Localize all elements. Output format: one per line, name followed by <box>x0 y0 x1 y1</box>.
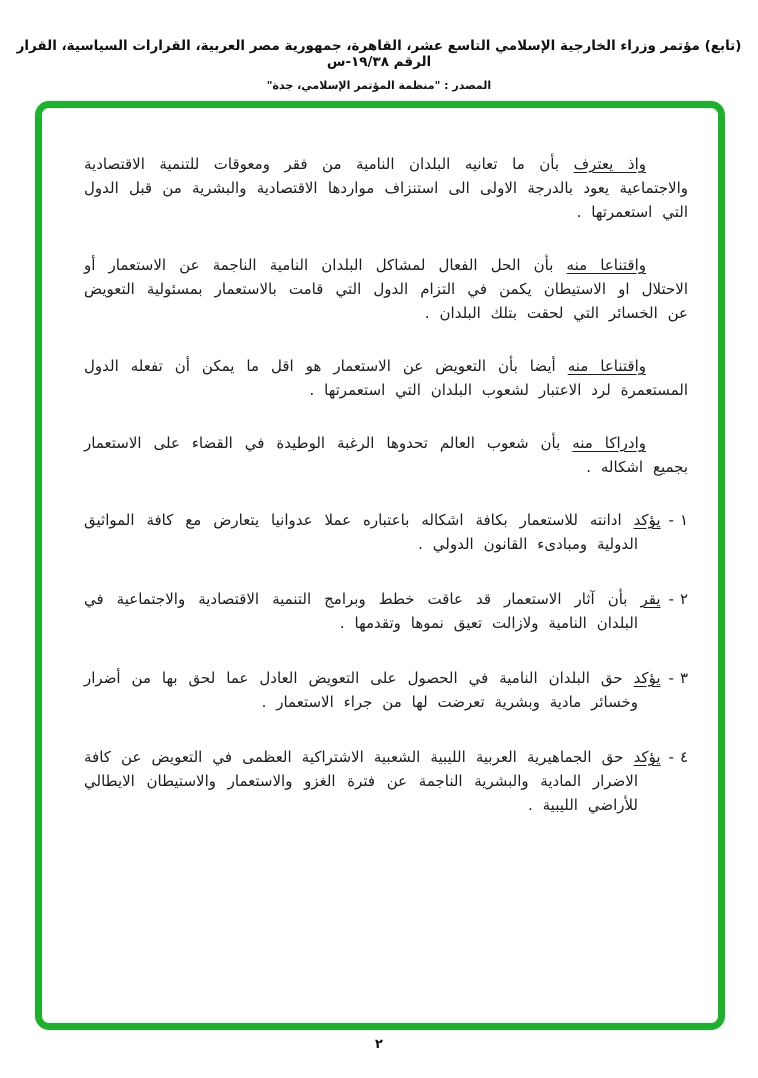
clause-number: ٣ <box>679 669 688 687</box>
preamble-paragraph <box>84 152 688 224</box>
numbered-clause-3 <box>84 666 688 714</box>
preamble-paragraph <box>84 354 688 402</box>
clause-lead-word: يؤكد <box>633 511 661 529</box>
paragraph-lead-word: واقتناعا منه <box>567 357 647 375</box>
clause-text: بأن آثار الاستعمار قد عاقت خطط وبرامج التنمية الاقتصادية والاجتماعية في البلدان النامية ولازالت تعيق نموها وتقدمها . <box>84 590 641 632</box>
document-source: المصدر : "منظمة المؤتمر الإسلامي، جدة" <box>266 79 492 92</box>
clause-number: ١ <box>679 511 688 529</box>
paragraph-lead-word: وادراكا منه <box>572 434 647 452</box>
clause-text: حق الجماهيرية العربية الليبية الشعبية الاشتراكية العظمى في التعويض عن كافة الاضرار المادية والبشرية الناجمة عن فترة الغزو والاستعمار والاستيطان الايطالي للأراضي الليبية . <box>84 748 638 814</box>
clause-lead-word: يؤكد <box>633 669 661 687</box>
paragraph-text: بأن الحل الفعال لمشاكل البلدان النامية الناجمة عن الاستعمار أو الاحتلال او الاستيطان يكمن في التزام الدول التي قامت بالاستعمار بمسئولية التعويض عن الخسائر التي لحقت بتلك البلدان . <box>84 256 688 322</box>
page-header <box>0 38 758 92</box>
clause-text: حق البلدان النامية في الحصول على التعويض العادل عما لحق بها من أضرار وخسائر مادية وبشرية تعرضت لها من جراء الاستعمار . <box>84 669 638 711</box>
preamble-paragraph <box>84 253 688 325</box>
paragraph-text: بأن ما تعانيه البلدان النامية من فقر ومعوقات للتنمية الاقتصادية والاجتماعية يعود بالدرجة الاولى الى استنزاف مواردها الاقتصادية والبشرية من قبل الدول التي استعمرتها . <box>84 155 688 221</box>
paragraph-text: أيضا بأن التعويض عن الاستعمار هو اقل ما يمكن أن تفعله الدول المستعمرة لرد الاعتبار لشعوب البلدان التي استعمرتها . <box>84 357 688 399</box>
page-number: ٢ <box>375 1037 383 1052</box>
clause-lead-word: يؤكد <box>633 748 661 766</box>
paragraph-lead-word: واقتناعا منه <box>566 256 646 274</box>
clause-lead-word: يقر <box>640 590 661 608</box>
numbered-clause-1 <box>84 508 688 556</box>
clause-dash: - <box>668 511 674 529</box>
preamble-paragraph <box>84 431 688 479</box>
paragraph-lead-word: واذ يعترف <box>573 155 646 173</box>
paragraph-text: بأن شعوب العالم تحدوها الرغبة الوطيدة في القضاء على الاستعمار بجميع اشكاله . <box>84 434 688 476</box>
document-body <box>42 108 718 1023</box>
numbered-clause-2 <box>84 587 688 635</box>
numbered-clause-4 <box>84 745 688 817</box>
clause-dash: - <box>668 748 674 766</box>
clause-number: ٤ <box>679 748 688 766</box>
clause-number: ٢ <box>679 590 688 608</box>
document-title: (تابع) مؤتمر وزراء الخارجية الإسلامي التاسع عشر، القاهرة، جمهورية مصر العربية، القرارات السياسية، القرار الرقم ١٩/٣٨-س <box>16 38 742 70</box>
clause-dash: - <box>668 669 674 687</box>
clause-dash: - <box>668 590 674 608</box>
clause-text: ادانته للاستعمار بكافة اشكاله باعتباره عملا عدوانيا يتعارض مع كافة المواثيق الدولية ومبادىء القانون الدولي . <box>84 511 638 553</box>
